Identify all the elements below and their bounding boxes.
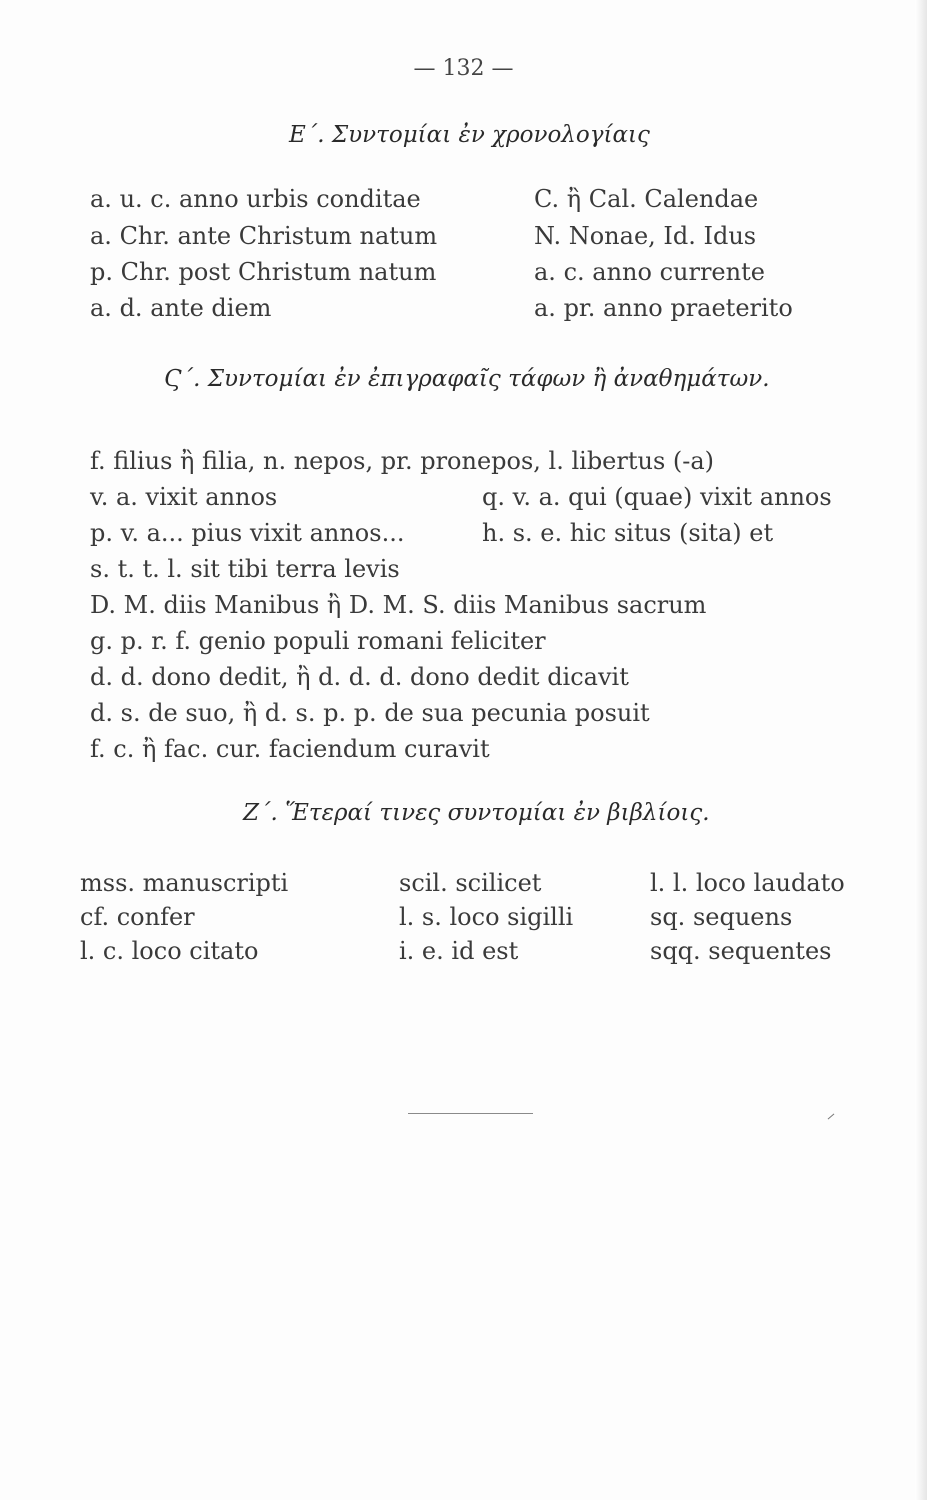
- section-z-heading: Ζ΄. Ἕτεραί τινες συντομίαι ἐν βιβλίοις.: [243, 800, 710, 826]
- book-abbr-col2-2: l. s. loco sigilli: [399, 903, 574, 931]
- chronology-abbr-left-2: a. Chr. ante Christum natum: [90, 222, 438, 250]
- book-abbr-col2-1: scil. scilicet: [399, 869, 542, 897]
- stray-mark: [828, 1114, 835, 1120]
- book-abbr-col3-2: sq. sequens: [650, 903, 793, 931]
- page-number: — 132 —: [413, 56, 514, 81]
- section-e-heading: Ε΄. Συντομίαι ἐν χρονολογίαις: [289, 122, 650, 148]
- inscription-abbr-line-7: d. d. dono dedit, ἢ d. d. d. dono dedit dicavit: [90, 663, 629, 691]
- chronology-abbr-left-3: p. Chr. post Christum natum: [90, 258, 437, 286]
- chronology-abbr-right-2: N. Nonae, Id. Idus: [534, 222, 757, 250]
- book-abbr-col1-3: l. c. loco citato: [80, 937, 259, 965]
- inscription-abbr-line-8: d. s. de suo, ἢ d. s. p. p. de sua pecunia posuit: [90, 699, 650, 727]
- section-s-heading: Ϛ΄. Συντομίαι ἐν ἐπιγραφαῖς τάφων ἢ ἀναθημάτων.: [164, 366, 770, 392]
- inscription-abbr-line-5: D. M. diis Manibus ἢ D. M. S. diis Manibus sacrum: [90, 591, 707, 619]
- chronology-abbr-right-1: C. ἢ Cal. Calendae: [534, 185, 759, 213]
- chronology-abbr-right-4: a. pr. anno praeterito: [534, 294, 793, 322]
- book-abbr-col1-1: mss. manuscripti: [80, 869, 289, 897]
- inscription-abbr-line-3-left: p. v. a... pius vixit annos...: [90, 519, 405, 547]
- book-abbr-col2-3: i. e. id est: [399, 937, 519, 965]
- inscription-abbr-line-3-right: h. s. e. hic situs (sita) et: [482, 519, 774, 547]
- inscription-abbr-line-9: f. c. ἢ fac. cur. faciendum curavit: [90, 735, 490, 763]
- book-abbr-col3-3: sqq. sequentes: [650, 937, 832, 965]
- inscription-abbr-line-1: f. filius ἢ filia, n. nepos, pr. pronepos, l. libertus (-a): [90, 447, 715, 475]
- book-abbr-col3-1: l. l. loco laudato: [650, 869, 845, 897]
- chronology-abbr-right-3: a. c. anno currente: [534, 258, 765, 286]
- inscription-abbr-line-6: g. p. r. f. genio populi romani feliciter: [90, 627, 546, 655]
- page-edge-shadow: [915, 0, 927, 1500]
- chronology-abbr-left-4: a. d. ante diem: [90, 294, 272, 322]
- inscription-abbr-line-2-right: q. v. a. qui (quae) vixit annos: [482, 483, 832, 511]
- inscription-abbr-line-4: s. t. t. l. sit tibi terra levis: [90, 555, 400, 583]
- chronology-abbr-left-1: a. u. c. anno urbis conditae: [90, 185, 421, 213]
- inscription-abbr-line-2-left: v. a. vixit annos: [90, 483, 278, 511]
- book-abbr-col1-2: cf. confer: [80, 903, 195, 931]
- end-rule: [408, 1113, 533, 1114]
